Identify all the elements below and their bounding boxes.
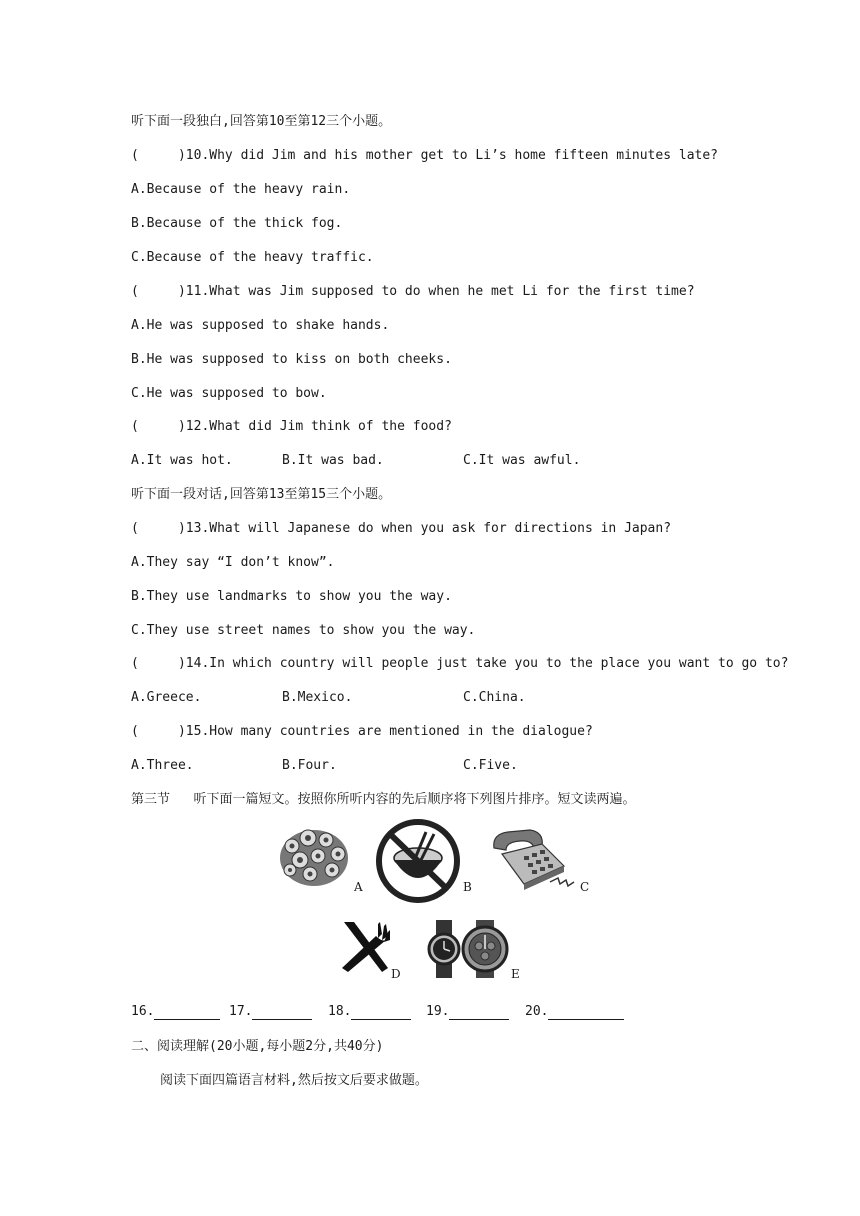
part-2-heading: 二、阅读理解(20小题,每小题2分,共40分) [131,1039,384,1054]
no-rice-bowl-icon [374,818,462,904]
q14-option-b: B.Mexico. [282,690,353,705]
q10-option-b: B.Because of the thick fog. [131,216,343,231]
question-15: ( )15.How many countries are mentioned in the dialogue? [131,724,593,739]
section-3-heading: 第三节 听下面一篇短文。按照你所听内容的先后顺序将下列图片排序。短文读两遍。 [131,792,636,807]
answer-18: 18. [328,1004,411,1020]
q13-option-c: C.They use street names to show you the way. [131,623,476,638]
q12-option-c: C.It was awful. [463,453,581,468]
telephone-icon [490,826,576,896]
answer-20: 20. [525,1004,624,1020]
picture-label-e: E [511,967,520,981]
intro-13-15: 听下面一段对话,回答第13至第15三个小题。 [131,487,392,502]
q11-option-a: A.He was supposed to shake hands. [131,318,390,333]
q15-option-c: C.Five. [463,758,518,773]
picture-label-a: A [354,880,363,894]
watches-icon [424,918,512,980]
picture-label-d: D [391,967,401,981]
picture-label-c: C [580,880,590,894]
q12-option-b: B.It was bad. [282,453,384,468]
answer-17: 17. [229,1004,312,1020]
q11-option-c: C.He was supposed to bow. [131,386,327,401]
knife-fork-icon [338,918,394,974]
question-12: ( )12.What did Jim think of the food? [131,419,452,434]
question-14: ( )14.In which country will people just take you to the place you want to go to? [131,656,789,671]
picture-label-b: B [463,880,472,894]
q11-option-b: B.He was supposed to kiss on both cheeks. [131,352,452,367]
q14-option-a: A.Greece. [131,690,202,705]
q15-option-b: B.Four. [282,758,337,773]
q10-option-c: C.Because of the heavy traffic. [131,250,374,265]
q13-option-a: A.They say “I don’t know”. [131,555,335,570]
part-2-instructions: 阅读下面四篇语言材料,然后按文后要求做题。 [160,1073,428,1088]
q15-option-a: A.Three. [131,758,194,773]
answer-19: 19. [426,1004,509,1020]
q12-option-a: A.It was hot. [131,453,233,468]
question-11: ( )11.What was Jim supposed to do when he met Li for the first time? [131,284,695,299]
answer-16: 16. [131,1004,220,1020]
intro-10-12: 听下面一段独白,回答第10至第12三个小题。 [131,114,392,129]
q14-option-c: C.China. [463,690,526,705]
question-13: ( )13.What will Japanese do when you ask for directions in Japan? [131,521,672,536]
q10-option-a: A.Because of the heavy rain. [131,182,351,197]
question-10: ( )10.Why did Jim and his mother get to Li’s home fifteen minutes late? [131,148,718,163]
flower-bouquet-icon [278,826,350,888]
q13-option-b: B.They use landmarks to show you the way. [131,589,452,604]
